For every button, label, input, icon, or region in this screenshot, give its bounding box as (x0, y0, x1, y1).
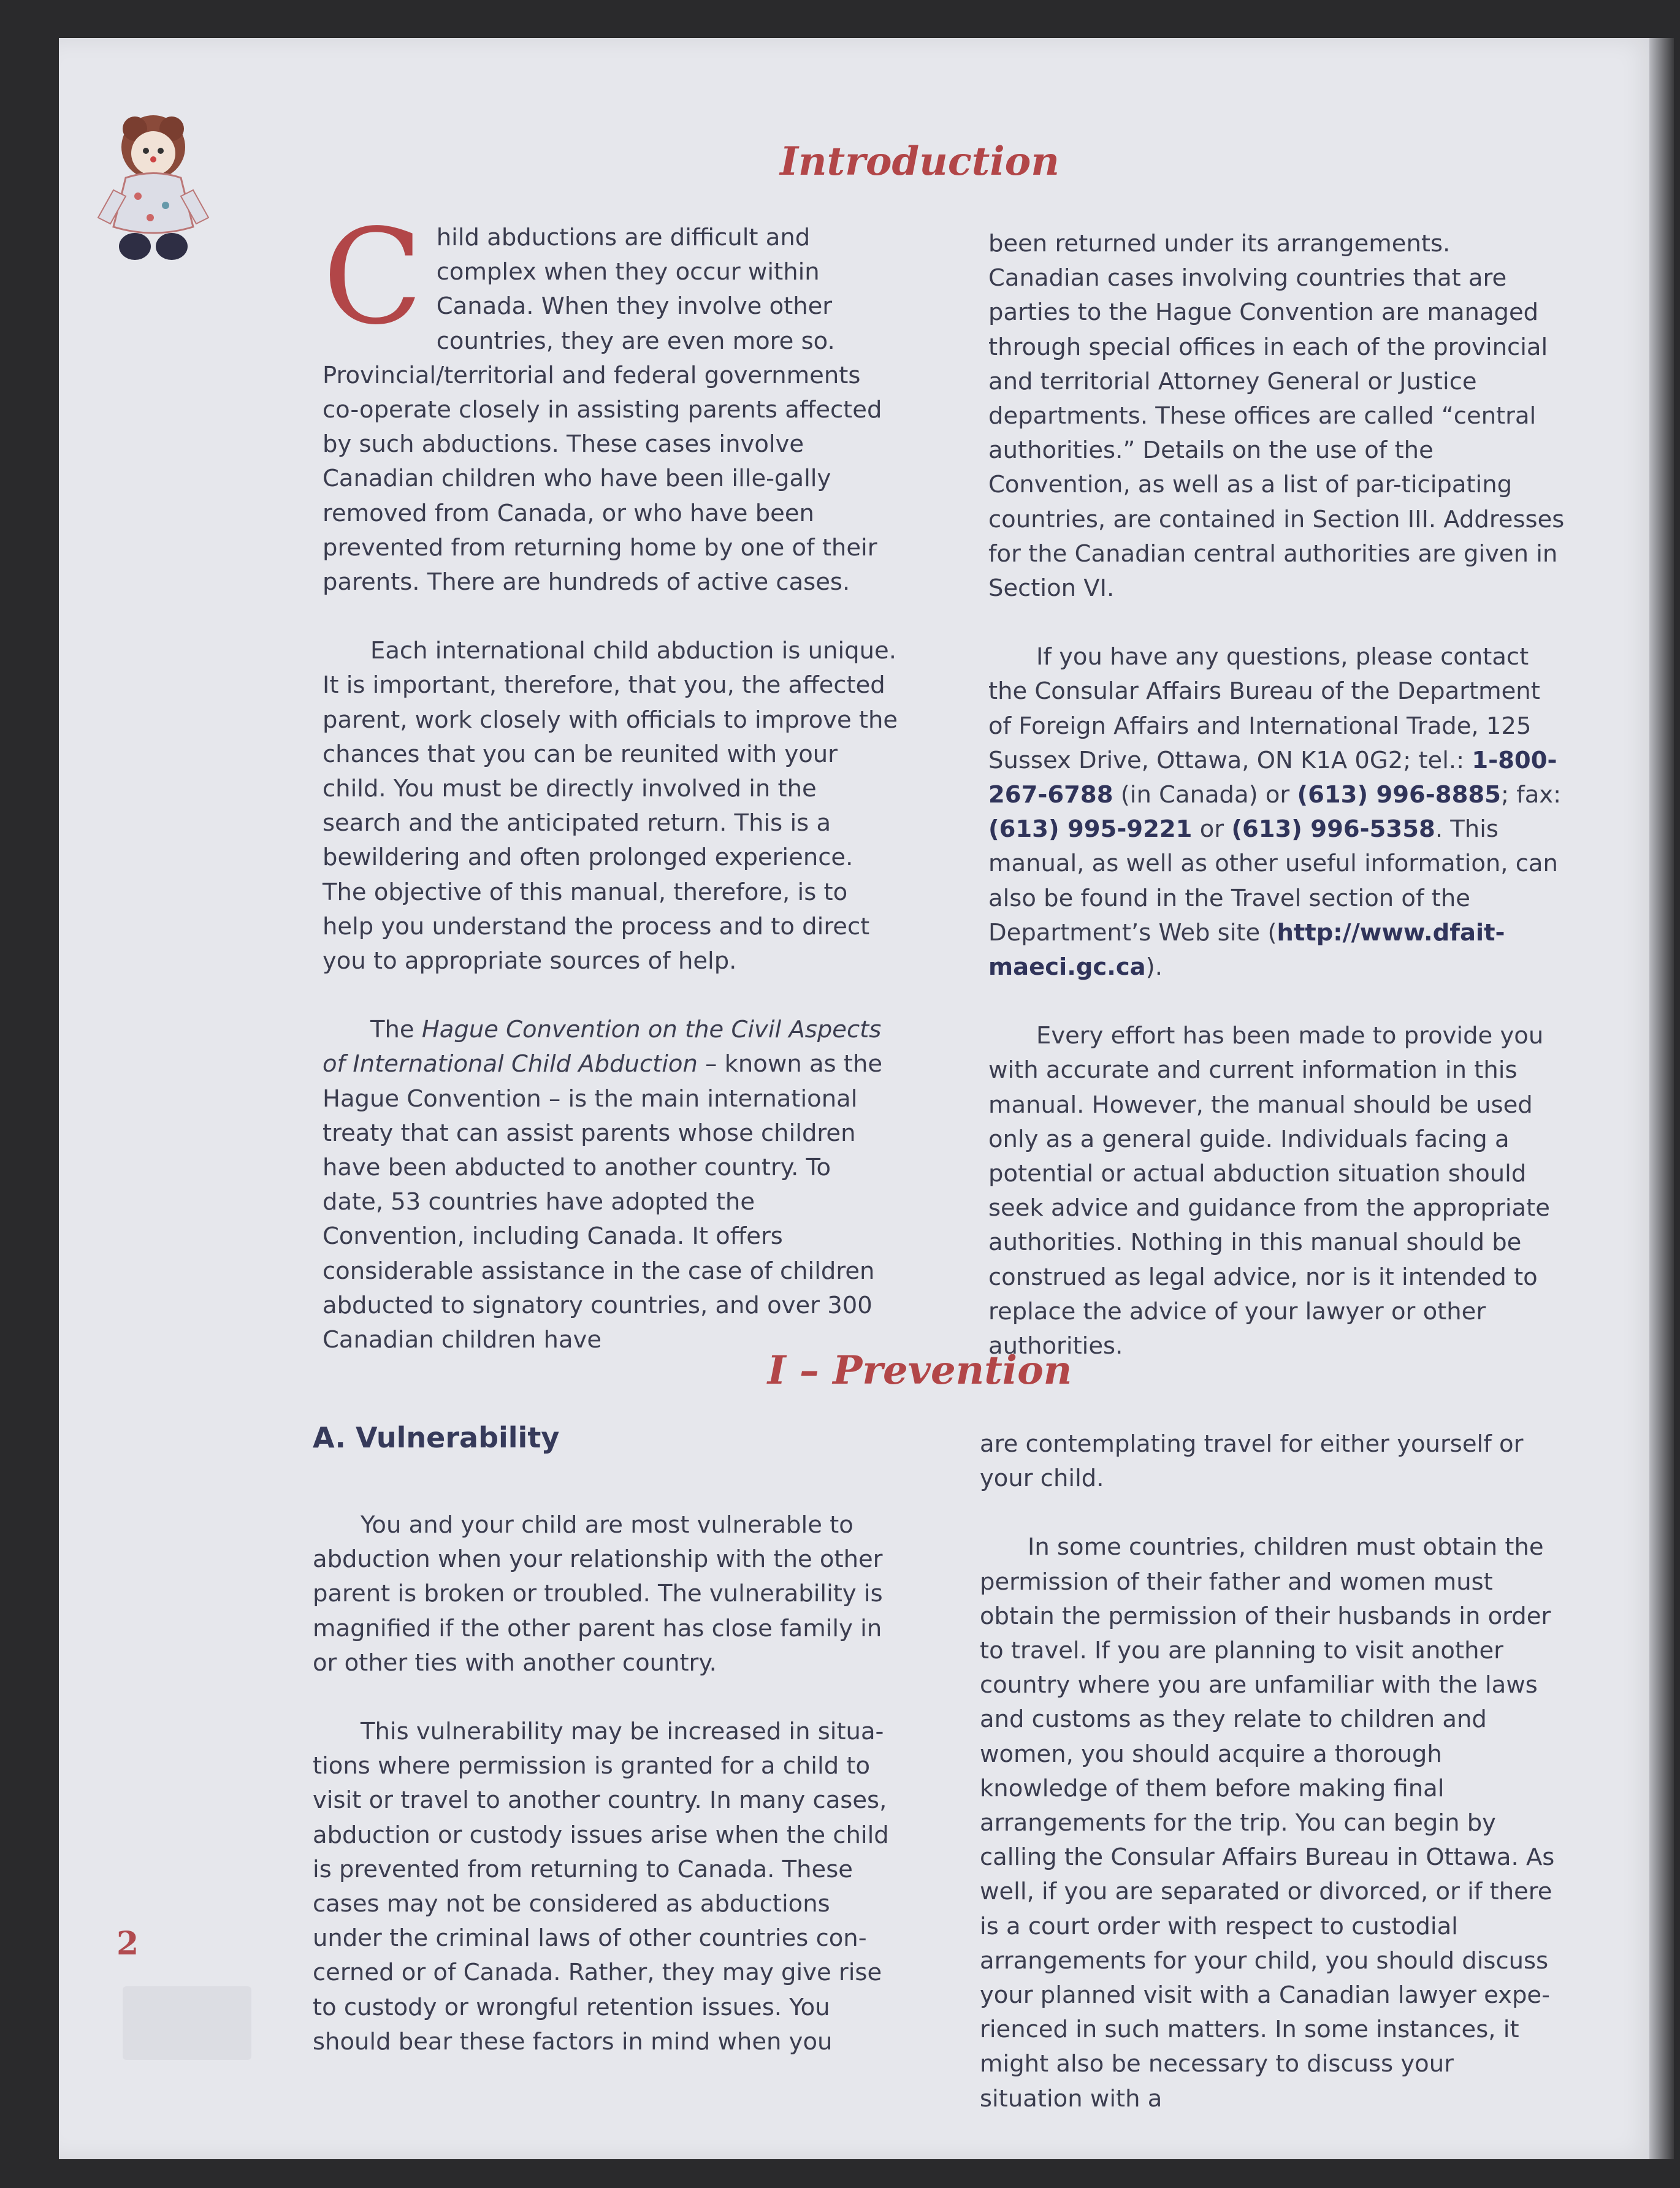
rag-doll-illustration (92, 104, 215, 276)
prevention-column-1 (313, 1508, 889, 2094)
page-number: 2 (116, 1925, 139, 1962)
intro-column-2 (988, 227, 1565, 1398)
vulnerability-subheading: A. Vulnerability (313, 1421, 560, 1454)
bleed-through-mark (123, 1986, 251, 2060)
intro-paragraph-2: Each international child abduction is unique. It is important, therefore, that you, the affected parent, work closely with officials to improve the chances that you can be reunited with your child. You must be directly involved in the search and the anticipated return. This is a bewildering and often prolonged experience. The objective of this manual, therefore, is to help you understand the process and to direct you to appropriate sources of help. (323, 637, 898, 975)
intro-paragraph-4: been returned under its arrangements. Canadian cases involving countries that are parties to the Hague Convention are managed through special offices in each of the provincial and territorial Attorney General or Justice departments. These offices are called “central authorities.” Details on the use of the Convention, as well as a list of par-ticipating countries, are contained in Section III. Addresses for the Canadian central authorities are given in Section VI. (988, 230, 1565, 603)
prevention-paragraph-3: are contemplating travel for either yourself or your child. (980, 1430, 1524, 1493)
convention-title: Hague Convention on the Civil Aspects of International Child Abduction (323, 1016, 882, 1078)
intro-column-1 (323, 201, 899, 1392)
prevention-column-2 (980, 1427, 1556, 2151)
fax-2: (613) 996-5358 (1231, 815, 1435, 844)
phone-tollfree: 1-800-267-6788 (988, 746, 1557, 809)
fax-1: (613) 995-9221 (988, 815, 1193, 844)
introduction-heading: Introduction (780, 139, 1060, 185)
website-url: http://www.dfait-maeci.gc.ca (988, 918, 1505, 982)
prevention-paragraph-4: In some countries, children must obtain the permission of their father and women must obtain the permission of their husbands in order to travel. If you are planning to visit another country where you are unfamiliar with the laws and customs as they relate to children and women, you should acquire a thorough knowledge of them before making final arrangements for the trip. You can begin by calling the Consular Affairs Bureau in Ottawa. As well, if you are separated or divorced, or if there is a court order with respect to custodial arrangements for your child, you should discuss your planned visit with a Canadian lawyer expe-rienced in such matters. In some instances, it might also be necessary to discuss your situation with a (980, 1533, 1555, 2113)
intro-paragraph-1: Child abductions are difficult and complex when they occur within Canada. When they involve other countries, they are even more so. Provincial/territorial and federal governments co-operate closely in assisting parents affected by such abductions. These cases involve Canadian children who have been ille-gally removed from Canada, or who have been prevented from returning home by one of their parents. There are hundreds of active cases. (323, 201, 882, 597)
phone-local: (613) 996-8885 (1297, 781, 1501, 809)
intro-paragraph-6: Every effort has been made to provide you with accurate and current information in this manual. However, the manual should be used only as a general guide. Individuals facing a potential or actual abduction situation should seek advice and guidance from the appropriate authorities. Nothing in this manual should be construed as legal advice, nor is it intended to replace the advice of your lawyer or other authorities. (988, 1022, 1550, 1360)
prevention-paragraph-1: You and your child are most vulnerable to abduction when your relationship with the other parent is broken or troubled. The vulnerability is magnified if the other parent has close family in or other ties with another country. (313, 1511, 883, 1677)
prevention-paragraph-2: This vulnerability may be increased in situa-tions where permission is granted for a child to visit or travel to another country. In many cases, abduction or custody issues arise when the child is prevented from returning to Canada. These cases may not be considered as abductions under the criminal laws of other countries con-cerned or of Canada. Rather, they may give rise to custody or wrongful retention issues. You should bear these factors in mind when you (313, 1718, 889, 2056)
intro-paragraph-3: The Hague Convention on the Civil Aspects of International Child Abduction – known as the Hague Convention – is the main international treaty that can assist parents whose children have been abducted to another country. To date, 53 countries have adopted the Convention, including Canada. It offers considerable assistance in the case of children abducted to signatory countries, and over 300 Canadian children have (323, 1016, 883, 1354)
page-edge (1649, 38, 1674, 2159)
prevention-heading: I – Prevention (767, 1347, 1072, 1393)
intro-paragraph-5: If you have any questions, please contact the Consular Affairs Bureau of the Department of Foreign Affairs and International Trade, 125 Sussex Drive, Ottawa, ON K1A 0G2; tel.: 1-800-267-6788 (in Canada) or (613) 996-8885; fax: (613) 995-9221 or (613) 996-5358. This manual, as well as other useful information, can also be found in the Travel section of the Department’s Web site (http://www.dfait-maeci.gc.ca). (988, 643, 1562, 982)
drop-cap: C (323, 201, 423, 354)
